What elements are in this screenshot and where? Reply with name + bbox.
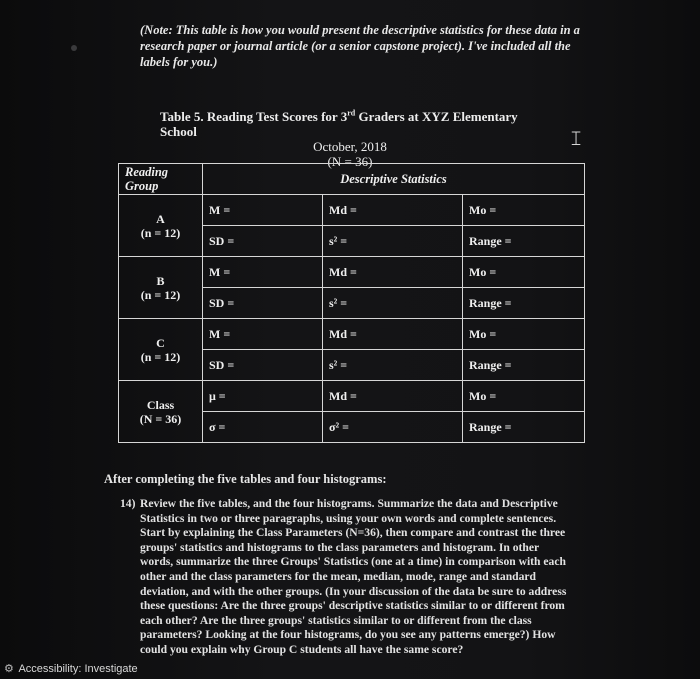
stat-cell[interactable]: SD = xyxy=(203,350,323,381)
stat-cell[interactable]: σ = xyxy=(203,412,323,443)
table-row xyxy=(119,257,585,288)
group-name: B xyxy=(156,273,165,288)
stat-cell[interactable]: Range = xyxy=(463,288,585,319)
caption-title-text: Table 5. Reading Test Scores for 3rd Graders at XYZ Elementary School xyxy=(160,109,518,140)
stat-cell[interactable]: Mo = xyxy=(463,319,585,350)
group-count: (N = 36) xyxy=(139,411,182,426)
ordinal-suffix: rd xyxy=(347,109,356,118)
decorative-dot xyxy=(71,45,77,51)
stat-cell[interactable]: Range = xyxy=(463,412,585,443)
stat-cell[interactable]: Md = xyxy=(323,195,463,226)
group-cell xyxy=(119,257,203,319)
group-cell xyxy=(119,319,203,381)
group-name: C xyxy=(156,335,165,350)
group-name: A xyxy=(156,211,165,226)
caption-n: (N = 36) xyxy=(327,154,373,170)
stat-cell[interactable]: s² = xyxy=(323,350,463,381)
header-descriptive-statistics: Descriptive Statistics xyxy=(203,164,585,195)
stat-cell[interactable]: Range = xyxy=(463,226,585,257)
accessibility-status[interactable] xyxy=(0,662,204,679)
statistics-table[interactable] xyxy=(118,163,585,443)
stat-cell[interactable]: s² = xyxy=(323,288,463,319)
stat-cell[interactable]: M = xyxy=(203,319,323,350)
after-heading: After completing the five tables and four histograms: xyxy=(104,472,387,486)
group-name: Class xyxy=(146,397,175,412)
accessibility-label: Accessibility: Investigate xyxy=(18,663,138,675)
header-reading-group: Reading Group xyxy=(119,164,203,195)
caption-date: October, 2018 xyxy=(313,139,387,155)
stat-cell[interactable]: SD = xyxy=(203,288,323,319)
stat-cell[interactable]: s² = xyxy=(323,226,463,257)
stat-cell[interactable]: Md = xyxy=(323,381,463,412)
group-cell xyxy=(119,195,203,257)
accessibility-icon: ⚙ xyxy=(4,663,14,675)
table-body xyxy=(119,195,585,443)
stat-cell[interactable]: SD = xyxy=(203,226,323,257)
stat-cell[interactable]: Md = xyxy=(323,319,463,350)
question-14 xyxy=(120,497,570,658)
stat-cell[interactable]: σ² = xyxy=(323,412,463,443)
stat-cell[interactable]: μ = xyxy=(203,381,323,412)
caption-title xyxy=(160,106,540,139)
stat-cell[interactable]: Range = xyxy=(463,350,585,381)
group-count: (n = 12) xyxy=(140,287,181,302)
table-header-row xyxy=(119,164,585,195)
stat-cell[interactable]: M = xyxy=(203,195,323,226)
stat-cell[interactable]: M = xyxy=(203,257,323,288)
stat-cell[interactable]: Mo = xyxy=(463,381,585,412)
stat-cell[interactable]: Mo = xyxy=(463,257,585,288)
text-cursor-icon: 𝙸 xyxy=(569,126,584,150)
table-row xyxy=(119,381,585,412)
group-cell xyxy=(119,381,203,443)
stat-cell[interactable]: Md = xyxy=(323,257,463,288)
question-text: Review the five tables, and the four histograms. Summarize the data and Descriptive Statistics in two or three paragraphs, using your own words and complete sentences. Start by explaining the Class Parameters (N=36), then compare and contrast the three groups' statistics and histograms to the class parameters and histogram. In other words, summarize the three Groups' Statistics (one at a time) in comparison with each other and the class parameters for the mean, median, mode, range and standard deviation, and with the other groups. (In your discussion of the data be sure to address these questions: Are the three groups' descriptive statistics similar to or different from each other? Are the three groups' statistics similar to or different from the class parameters? Looking at the four histograms, do you see any patterns emerge?) How could you explain why Group C students all have the same score? xyxy=(140,497,567,656)
instruction-note: (Note: This table is how you would present the descriptive statistics for these data in a research paper or journal article (or a senior capstone project). I've included all the labels for you.) xyxy=(140,23,580,69)
table-row xyxy=(119,319,585,350)
stat-cell[interactable]: Mo = xyxy=(463,195,585,226)
table-caption xyxy=(160,106,540,169)
table-row xyxy=(119,195,585,226)
group-count: (n = 12) xyxy=(140,225,181,240)
group-count: (n = 12) xyxy=(140,349,181,364)
question-number: 14) xyxy=(120,497,136,510)
